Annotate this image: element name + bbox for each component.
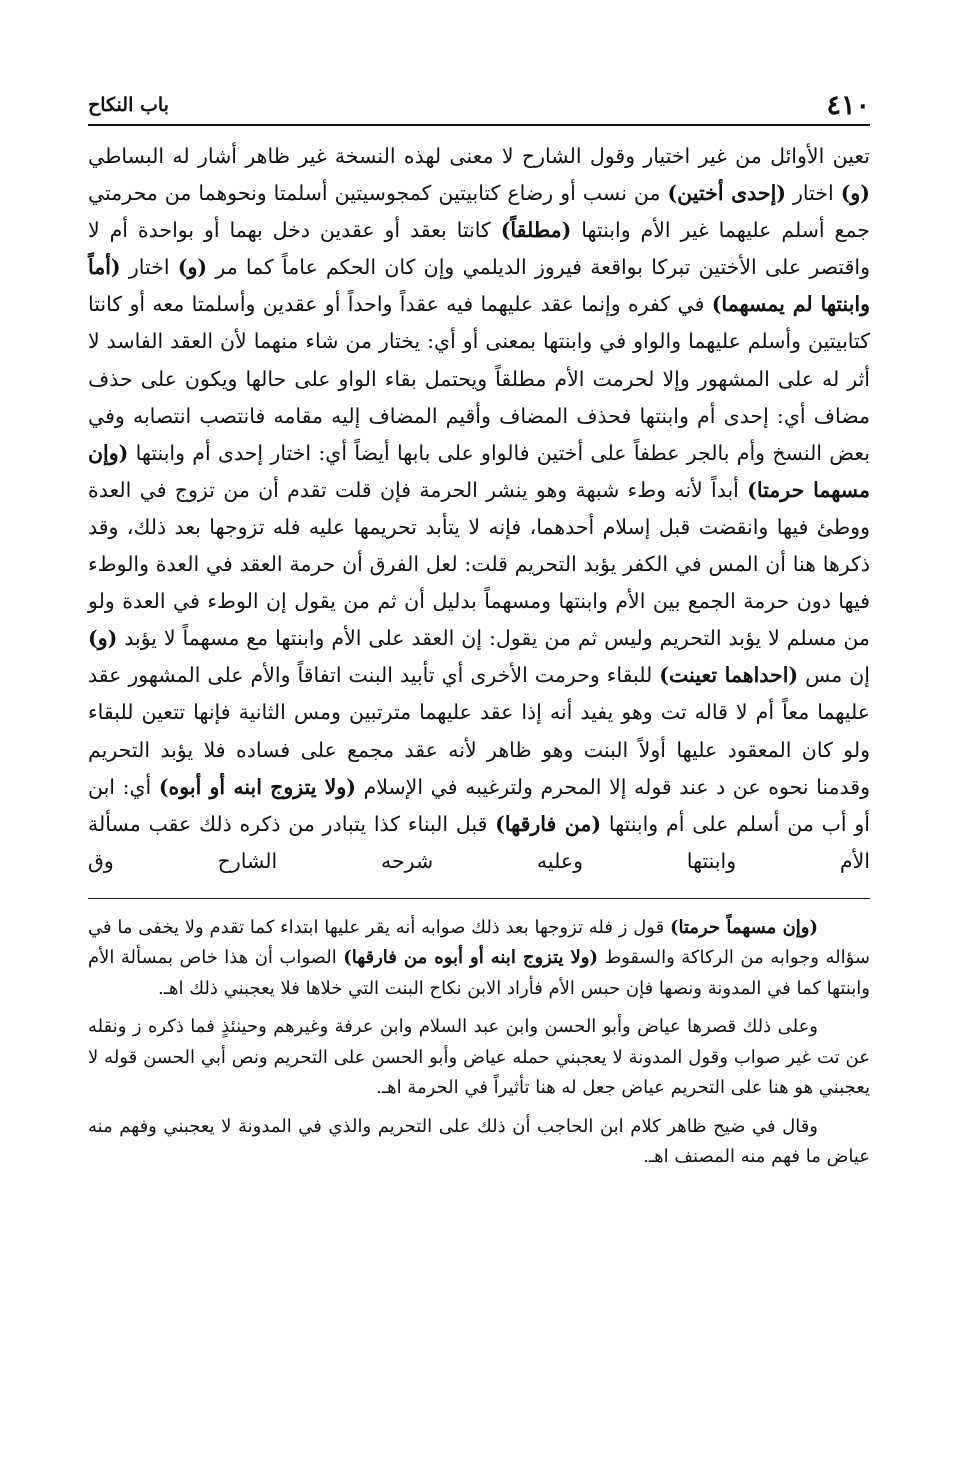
main-text [88, 138, 870, 880]
footnote-paragraph [88, 1012, 870, 1104]
commentary-text: كانتا بعقد أو عقدين دخل بهما أو بواحدة أم لا واقتصر على الأختين تبركا بواقعة فيروز الديلمي وإن كان الحكم عاماً كما مر [88, 218, 870, 280]
bold-matn-text: (احداهما تعينت) [659, 663, 799, 688]
bold-matn-text: (و) [840, 181, 870, 206]
bold-matn-text: (ولا يتزوج ابنه أو أبوه) [158, 774, 356, 799]
bold-matn-text: (مطلقاً) [500, 218, 572, 243]
commentary-text: قبل البناء كذا يتبادر من ذكره ذلك عقب مسألة الأم وابنتها وعليه شرحه الشارح وق [88, 811, 870, 873]
commentary-text: إن مس [798, 663, 870, 688]
commentary-text: في كفره وإنما عقد عليهما فيه عقداً واحداً أو عقدين وأسلمتا معه أو كانتا كتابيتين وأسلم عليهما والواو في وابنتها بمعنى أو أي: يختار من شاء منهما لأن العقد الفاسد لا أثر له على المشهور وإلا لحرمت الأم مطلقاً ويحتمل بقاء الواو على حالها ويكون على حذف مضاف أي: إحدى أم وابنتها فحذف المضاف وأقيم المضاف إليه مقامه فانتصب انتصابه وفي بعض النسخ وأم بالجر عطفاً على أختين فالواو على بابها أيضاً أي: اختار إحدى أم وابنتها [88, 292, 870, 465]
bold-matn-text: (من فارقها) [495, 811, 602, 836]
bold-matn-text: (و) [177, 255, 208, 280]
commentary-text: أبداً لأنه وطء شبهة وهو ينشر الحرمة فإن قلت تقدم أن من تزوج في العدة ووطئ فيها وانقضت قبل إسلام أحدهما، فإنه لا يتأبد تحريمها عليه فله تزوجها بعد ذلك، وقد ذكرها هنا أن المس في الكفر يؤبد التحريم قلت: لعل الفرق أن حرمة العقد في العدة والوطء فيها دون حرمة الجمع بين الأم وابنتها ومسهماً بدليل أن ثم من يقول إن الوطء في العدة ولو من مسلم لا يؤبد التحريم وليس ثم من يقول: إن العقد على الأم وابنتها مع مسهماً لا يؤبد [88, 477, 870, 651]
commentary-text: للبقاء وحرمت الأخرى أي تأبيد البنت اتفاقاً والأم على المشهور عقد عليهما معاً أم لا قاله تت وهو يفيد أنه إذا عقد عليهما مترتبين ومس الثانية فإنها تتعين للبقاء ولو كان المعقود عليها أولاً البنت وهو ظاهر لأنه عقد مجمع على فساده فلا يؤبد التحريم وقدمنا نحوه عن د عند قوله إلا المحرم ولترغيبه في الإسلام [88, 663, 870, 799]
footnote-paragraph [88, 913, 870, 1005]
book-page [88, 88, 870, 1181]
commentary-text: اختار [120, 255, 178, 280]
commentary-text: تعين الأوائل من غير اختيار وقول الشارح لا معنى لهذه النسخة غير ظاهر أشار له البساطي [88, 144, 870, 168]
commentary-text: الصواب أن هذا خاص بمسألة الأم وابنتها كما في المدونة ونصها فإن حبس الأم فأراد الابن نكاح البنت التي خلاها فلا يعجبني ذلك اهـ. [88, 947, 870, 999]
footnotes [88, 913, 870, 1173]
bold-matn-text: (ولا يتزوج ابنه أو أبوه من فارقها) [343, 947, 599, 969]
bold-matn-text: (وإن مسهماً حرمتا) [669, 916, 819, 938]
commentary-text: قول ز فله تزوجها بعد ذلك صوابه أنه يقر عليها ابتداء كما تقدم ولا يخفى ما في سؤاله وجوابه من الركاكة والسقوط [88, 916, 870, 969]
commentary-text: أي: ابن أو أب من أسلم على أم وابنتها [88, 774, 870, 836]
commentary-text: وعلى ذلك قصرها عياض وأبو الحسن وابن عبد السلام وابن عرفة وغيرهم وحينئذٍ فما ذكره ز ونقله عن تت غير صواب وقول المدونة لا يعجبني حمله عياض وأبو الحسن على التحريم ونص أبي الحسن قوله لا يعجبني هو هنا على التحريم عياض جعل له هنا تأثيراً في الحرمة اهـ. [88, 1016, 870, 1099]
commentary-text: اختار [786, 181, 841, 206]
commentary-text: وقال في ضيح ظاهر كلام ابن الحاجب أن ذلك على التحريم والذي في المدونة لا يعجبني وفهم منه عياض ما فهم منه المصنف اهـ. [88, 1115, 870, 1168]
page-number: ٤١٠ [826, 90, 870, 121]
page-header [88, 88, 870, 126]
bold-matn-text: (وإن مسهما حرمتا) [88, 440, 870, 502]
bold-matn-text: (و) [88, 626, 118, 651]
footnote-paragraph [88, 1112, 870, 1173]
bold-matn-text: (إحدى أختين) [667, 181, 786, 206]
bold-matn-text: (أماً وابنتها لم يمسهما) [88, 255, 870, 317]
footnote-separator [88, 898, 870, 899]
commentary-text: من نسب أو رضاع كتابيتين كمجوسيتين أسلمتا ونحوهما من محرمتي جمع أسلم عليهما غير الأم وابنتها [88, 181, 870, 243]
chapter-title: باب النكاح [88, 94, 169, 116]
